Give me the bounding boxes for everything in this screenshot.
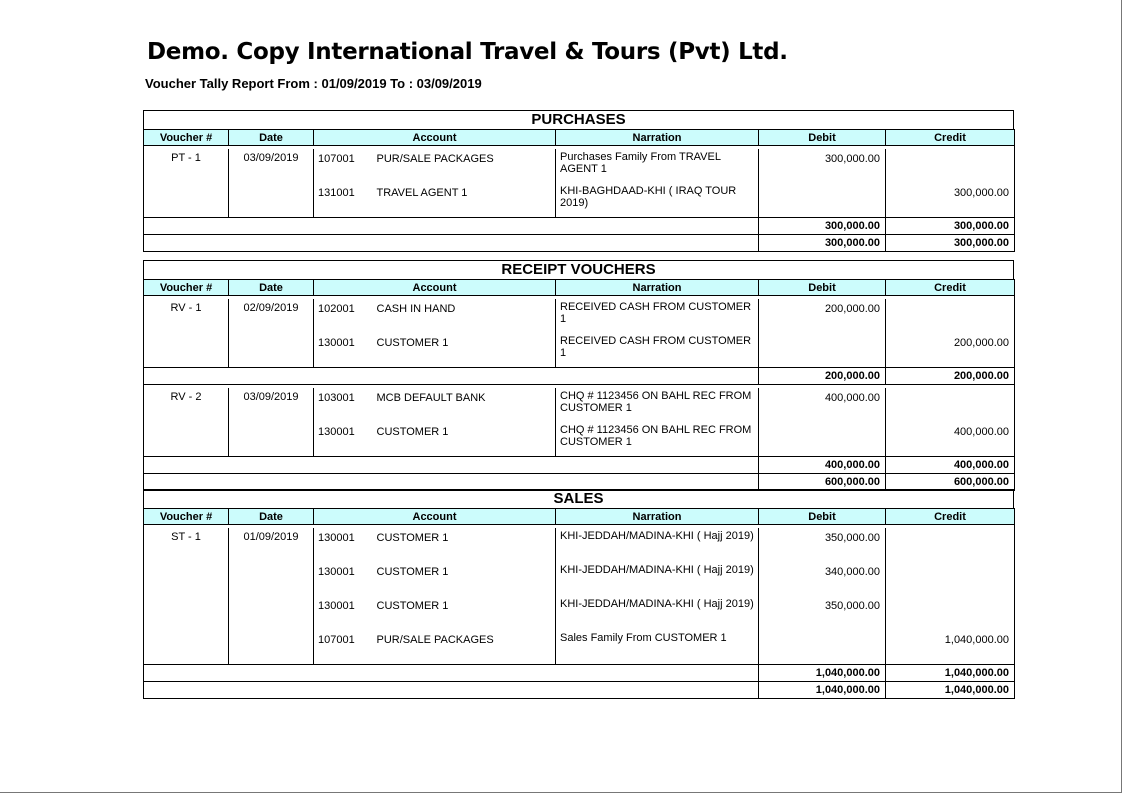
account-code: 130001 <box>314 562 376 596</box>
account-code: 107001 <box>314 149 376 183</box>
grand-total-credit: 1,040,000.00 <box>886 682 1015 699</box>
debit-amount: 350,000.00 <box>759 528 886 562</box>
total-spacer <box>144 665 759 682</box>
debit-amount <box>759 422 886 457</box>
narration: RECEIVED CASH FROM CUSTOMER 1 <box>556 299 759 333</box>
account-name: CUSTOMER 1 <box>376 528 556 562</box>
voucher-total-debit: 200,000.00 <box>759 368 886 385</box>
credit-amount <box>886 388 1015 422</box>
voucher-line <box>144 299 1015 333</box>
debit-amount: 400,000.00 <box>759 388 886 422</box>
account-name: TRAVEL AGENT 1 <box>376 183 556 218</box>
account-code: 130001 <box>314 596 376 630</box>
section-grand-total-row <box>144 474 1015 491</box>
account-name: CUSTOMER 1 <box>376 333 556 368</box>
header-account: Account <box>314 509 556 525</box>
narration: CHQ # 1123456 ON BAHL REC FROM CUSTOMER 1 <box>556 422 759 457</box>
credit-amount <box>886 562 1015 596</box>
narration: KHI-BAGHDAAD-KHI ( IRAQ TOUR 2019) <box>556 183 759 218</box>
header-credit: Credit <box>886 509 1015 525</box>
voucher-total-credit: 200,000.00 <box>886 368 1015 385</box>
header-account: Account <box>314 280 556 296</box>
credit-amount <box>886 149 1015 183</box>
section-title: PURCHASES <box>143 110 1014 129</box>
company-title: Demo. Copy International Travel & Tours (Pvt) Ltd. <box>147 39 788 65</box>
section-title: SALES <box>143 489 1014 508</box>
debit-amount <box>759 333 886 368</box>
voucher-line <box>144 388 1015 422</box>
report-subtitle: Voucher Tally Report From : 01/09/2019 To : 03/09/2019 <box>145 76 482 91</box>
total-spacer <box>144 457 759 474</box>
voucher-date: 03/09/2019 <box>229 149 314 218</box>
section-purchases <box>143 110 1014 252</box>
section-grand-total-row <box>144 235 1015 252</box>
credit-amount: 400,000.00 <box>886 422 1015 457</box>
voucher-table <box>143 279 1015 491</box>
header-narration: Narration <box>556 130 759 146</box>
account-code: 130001 <box>314 333 376 368</box>
account-name: CUSTOMER 1 <box>376 596 556 630</box>
credit-amount <box>886 299 1015 333</box>
voucher-total-row <box>144 218 1015 235</box>
voucher-number: RV - 1 <box>144 299 229 368</box>
grand-total-credit: 300,000.00 <box>886 235 1015 252</box>
total-spacer <box>144 218 759 235</box>
total-spacer <box>144 235 759 252</box>
narration: Sales Family From CUSTOMER 1 <box>556 630 759 665</box>
credit-amount <box>886 596 1015 630</box>
account-name: MCB DEFAULT BANK <box>376 388 556 422</box>
debit-amount <box>759 630 886 665</box>
section-receipt-vouchers <box>143 260 1014 491</box>
header-debit: Debit <box>759 130 886 146</box>
voucher-table <box>143 508 1015 699</box>
debit-amount <box>759 183 886 218</box>
account-name: PUR/SALE PACKAGES <box>376 630 556 665</box>
header-narration: Narration <box>556 509 759 525</box>
account-code: 131001 <box>314 183 376 218</box>
voucher-line <box>144 528 1015 562</box>
header-credit: Credit <box>886 130 1015 146</box>
voucher-total-debit: 1,040,000.00 <box>759 665 886 682</box>
narration: CHQ # 1123456 ON BAHL REC FROM CUSTOMER 1 <box>556 388 759 422</box>
header-debit: Debit <box>759 280 886 296</box>
header-voucher: Voucher # <box>144 509 229 525</box>
voucher-total-debit: 300,000.00 <box>759 218 886 235</box>
account-name: PUR/SALE PACKAGES <box>376 149 556 183</box>
account-name: CUSTOMER 1 <box>376 422 556 457</box>
header-date: Date <box>229 280 314 296</box>
grand-total-debit: 1,040,000.00 <box>759 682 886 699</box>
voucher-total-credit: 1,040,000.00 <box>886 665 1015 682</box>
voucher-total-row <box>144 368 1015 385</box>
header-narration: Narration <box>556 280 759 296</box>
voucher-number: ST - 1 <box>144 528 229 665</box>
grand-total-credit: 600,000.00 <box>886 474 1015 491</box>
voucher-line <box>144 149 1015 183</box>
narration: Purchases Family From TRAVEL AGENT 1 <box>556 149 759 183</box>
voucher-date: 02/09/2019 <box>229 299 314 368</box>
voucher-total-credit: 300,000.00 <box>886 218 1015 235</box>
header-debit: Debit <box>759 509 886 525</box>
account-code: 130001 <box>314 422 376 457</box>
voucher-total-credit: 400,000.00 <box>886 457 1015 474</box>
account-code: 103001 <box>314 388 376 422</box>
section-title: RECEIPT VOUCHERS <box>143 260 1014 279</box>
account-name: CUSTOMER 1 <box>376 562 556 596</box>
account-code: 130001 <box>314 528 376 562</box>
header-account: Account <box>314 130 556 146</box>
debit-amount: 350,000.00 <box>759 596 886 630</box>
section-sales <box>143 489 1014 699</box>
header-date: Date <box>229 509 314 525</box>
header-date: Date <box>229 130 314 146</box>
header-credit: Credit <box>886 280 1015 296</box>
account-code: 107001 <box>314 630 376 665</box>
account-code: 102001 <box>314 299 376 333</box>
credit-amount: 300,000.00 <box>886 183 1015 218</box>
narration: KHI-JEDDAH/MADINA-KHI ( Hajj 2019) <box>556 596 759 630</box>
header-voucher: Voucher # <box>144 280 229 296</box>
debit-amount: 340,000.00 <box>759 562 886 596</box>
voucher-total-debit: 400,000.00 <box>759 457 886 474</box>
voucher-date: 03/09/2019 <box>229 388 314 457</box>
credit-amount: 1,040,000.00 <box>886 630 1015 665</box>
section-grand-total-row <box>144 682 1015 699</box>
narration: KHI-JEDDAH/MADINA-KHI ( Hajj 2019) <box>556 528 759 562</box>
credit-amount <box>886 528 1015 562</box>
debit-amount: 200,000.00 <box>759 299 886 333</box>
voucher-total-row <box>144 457 1015 474</box>
narration: RECEIVED CASH FROM CUSTOMER 1 <box>556 333 759 368</box>
grand-total-debit: 600,000.00 <box>759 474 886 491</box>
voucher-total-row <box>144 665 1015 682</box>
voucher-table <box>143 129 1015 252</box>
voucher-number: PT - 1 <box>144 149 229 218</box>
credit-amount: 200,000.00 <box>886 333 1015 368</box>
total-spacer <box>144 474 759 491</box>
debit-amount: 300,000.00 <box>759 149 886 183</box>
header-voucher: Voucher # <box>144 130 229 146</box>
total-spacer <box>144 682 759 699</box>
voucher-date: 01/09/2019 <box>229 528 314 665</box>
account-name: CASH IN HAND <box>376 299 556 333</box>
voucher-number: RV - 2 <box>144 388 229 457</box>
total-spacer <box>144 368 759 385</box>
narration: KHI-JEDDAH/MADINA-KHI ( Hajj 2019) <box>556 562 759 596</box>
grand-total-debit: 300,000.00 <box>759 235 886 252</box>
